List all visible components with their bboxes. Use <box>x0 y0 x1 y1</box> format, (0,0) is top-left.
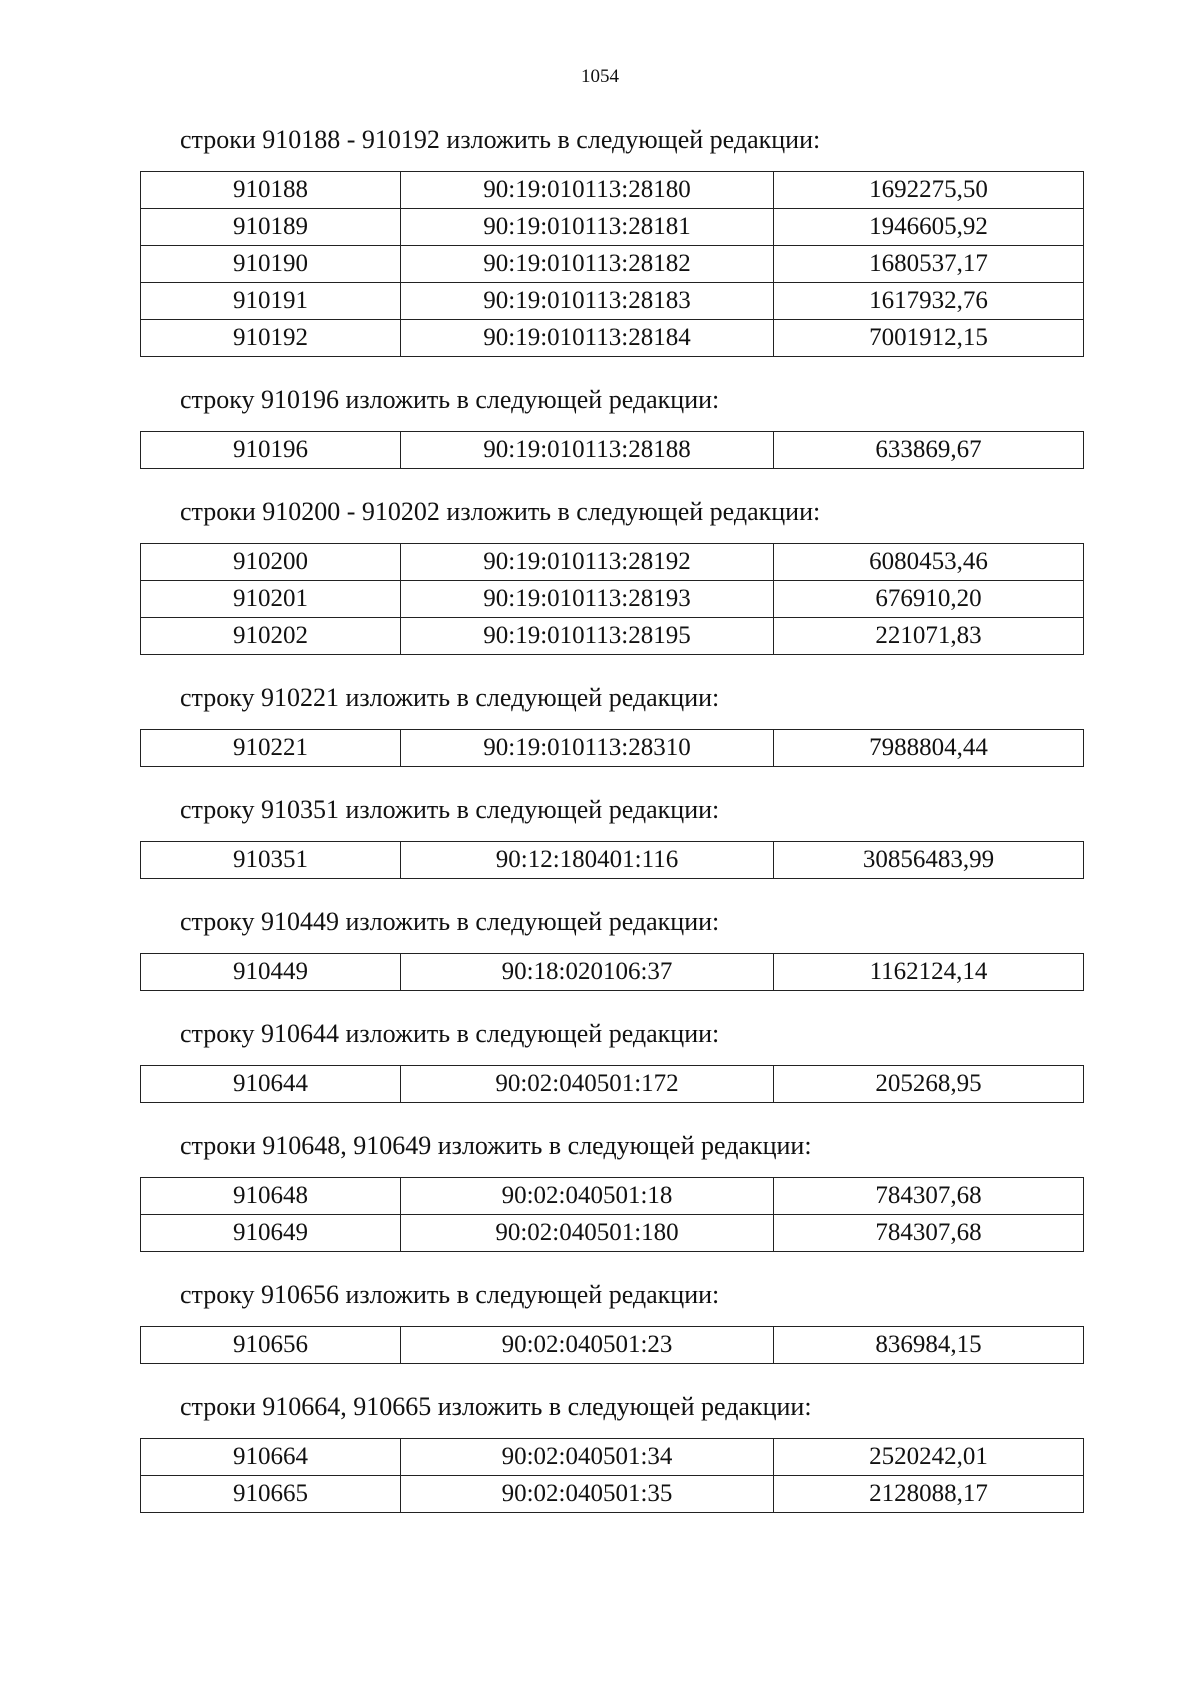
row-number-cell: 910648 <box>141 1178 401 1215</box>
amendment-section <box>140 124 1080 357</box>
value-cell: 221071,83 <box>774 618 1084 655</box>
row-number-cell: 910200 <box>141 544 401 581</box>
value-cell: 30856483,99 <box>774 842 1084 879</box>
amendment-section <box>140 794 1080 879</box>
section-heading: строку 910221 изложить в следующей редакции: <box>180 683 720 712</box>
table-row <box>141 432 1084 469</box>
section-heading: строку 910196 изложить в следующей редакции: <box>180 385 720 414</box>
value-cell: 836984,15 <box>774 1327 1084 1364</box>
value-cell: 1162124,14 <box>774 954 1084 991</box>
table-row <box>141 618 1084 655</box>
table-row <box>141 209 1084 246</box>
data-table <box>140 729 1084 767</box>
section-heading: строку 910644 изложить в следующей редакции: <box>180 1019 720 1048</box>
table-row <box>141 1476 1084 1513</box>
row-number-cell: 910449 <box>141 954 401 991</box>
table-row <box>141 172 1084 209</box>
amendment-section <box>140 1391 1080 1513</box>
table-row <box>141 544 1084 581</box>
table-row <box>141 954 1084 991</box>
value-cell: 676910,20 <box>774 581 1084 618</box>
table-row <box>141 1066 1084 1103</box>
cadastral-number-cell: 90:19:010113:28195 <box>401 618 774 655</box>
row-number-cell: 910192 <box>141 320 401 357</box>
value-cell: 784307,68 <box>774 1178 1084 1215</box>
table-row <box>141 1327 1084 1364</box>
value-cell: 2128088,17 <box>774 1476 1084 1513</box>
data-table <box>140 1438 1084 1513</box>
row-number-cell: 910656 <box>141 1327 401 1364</box>
value-cell: 633869,67 <box>774 432 1084 469</box>
table-row <box>141 320 1084 357</box>
value-cell: 1617932,76 <box>774 283 1084 320</box>
section-heading: строку 910656 изложить в следующей редакции: <box>180 1280 720 1309</box>
section-heading: строку 910449 изложить в следующей редакции: <box>180 907 720 936</box>
table-row <box>141 581 1084 618</box>
cadastral-number-cell: 90:02:040501:180 <box>401 1215 774 1252</box>
row-number-cell: 910188 <box>141 172 401 209</box>
data-table <box>140 841 1084 879</box>
cadastral-number-cell: 90:02:040501:18 <box>401 1178 774 1215</box>
row-number-cell: 910664 <box>141 1439 401 1476</box>
value-cell: 2520242,01 <box>774 1439 1084 1476</box>
value-cell: 1692275,50 <box>774 172 1084 209</box>
row-number-cell: 910201 <box>141 581 401 618</box>
value-cell: 1680537,17 <box>774 246 1084 283</box>
table-row <box>141 1178 1084 1215</box>
value-cell: 205268,95 <box>774 1066 1084 1103</box>
data-table <box>140 1177 1084 1252</box>
table-row <box>141 283 1084 320</box>
data-table <box>140 953 1084 991</box>
page-number: 1054 <box>581 66 619 87</box>
table-row <box>141 1215 1084 1252</box>
row-number-cell: 910644 <box>141 1066 401 1103</box>
value-cell: 6080453,46 <box>774 544 1084 581</box>
table-row <box>141 246 1084 283</box>
value-cell: 7001912,15 <box>774 320 1084 357</box>
cadastral-number-cell: 90:19:010113:28181 <box>401 209 774 246</box>
cadastral-number-cell: 90:19:010113:28184 <box>401 320 774 357</box>
amendment-section <box>140 496 1080 655</box>
row-number-cell: 910191 <box>141 283 401 320</box>
section-heading: строки 910648, 910649 изложить в следующей редакции: <box>180 1131 812 1160</box>
cadastral-number-cell: 90:19:010113:28193 <box>401 581 774 618</box>
section-heading: строки 910664, 910665 изложить в следующей редакции: <box>180 1392 812 1421</box>
section-heading: строки 910200 - 910202 изложить в следующей редакции: <box>180 497 821 526</box>
table-row <box>141 730 1084 767</box>
amendment-section <box>140 906 1080 991</box>
cadastral-number-cell: 90:02:040501:34 <box>401 1439 774 1476</box>
cadastral-number-cell: 90:19:010113:28192 <box>401 544 774 581</box>
cadastral-number-cell: 90:02:040501:35 <box>401 1476 774 1513</box>
cadastral-number-cell: 90:02:040501:172 <box>401 1066 774 1103</box>
amendment-section <box>140 1130 1080 1252</box>
amendment-section <box>140 1279 1080 1364</box>
cadastral-number-cell: 90:19:010113:28188 <box>401 432 774 469</box>
row-number-cell: 910202 <box>141 618 401 655</box>
data-table <box>140 431 1084 469</box>
amendment-section <box>140 1018 1080 1103</box>
table-row <box>141 1439 1084 1476</box>
row-number-cell: 910351 <box>141 842 401 879</box>
cadastral-number-cell: 90:19:010113:28310 <box>401 730 774 767</box>
data-table <box>140 543 1084 655</box>
cadastral-number-cell: 90:19:010113:28183 <box>401 283 774 320</box>
section-heading: строки 910188 - 910192 изложить в следующей редакции: <box>180 125 821 154</box>
document-body <box>140 124 1080 1540</box>
cadastral-number-cell: 90:12:180401:116 <box>401 842 774 879</box>
cadastral-number-cell: 90:19:010113:28182 <box>401 246 774 283</box>
data-table <box>140 1326 1084 1364</box>
row-number-cell: 910649 <box>141 1215 401 1252</box>
data-table <box>140 171 1084 357</box>
cadastral-number-cell: 90:18:020106:37 <box>401 954 774 991</box>
amendment-section <box>140 384 1080 469</box>
table-row <box>141 842 1084 879</box>
cadastral-number-cell: 90:19:010113:28180 <box>401 172 774 209</box>
data-table <box>140 1065 1084 1103</box>
value-cell: 784307,68 <box>774 1215 1084 1252</box>
cadastral-number-cell: 90:02:040501:23 <box>401 1327 774 1364</box>
value-cell: 1946605,92 <box>774 209 1084 246</box>
section-heading: строку 910351 изложить в следующей редакции: <box>180 795 720 824</box>
row-number-cell: 910221 <box>141 730 401 767</box>
row-number-cell: 910189 <box>141 209 401 246</box>
row-number-cell: 910190 <box>141 246 401 283</box>
value-cell: 7988804,44 <box>774 730 1084 767</box>
amendment-section <box>140 682 1080 767</box>
row-number-cell: 910196 <box>141 432 401 469</box>
row-number-cell: 910665 <box>141 1476 401 1513</box>
